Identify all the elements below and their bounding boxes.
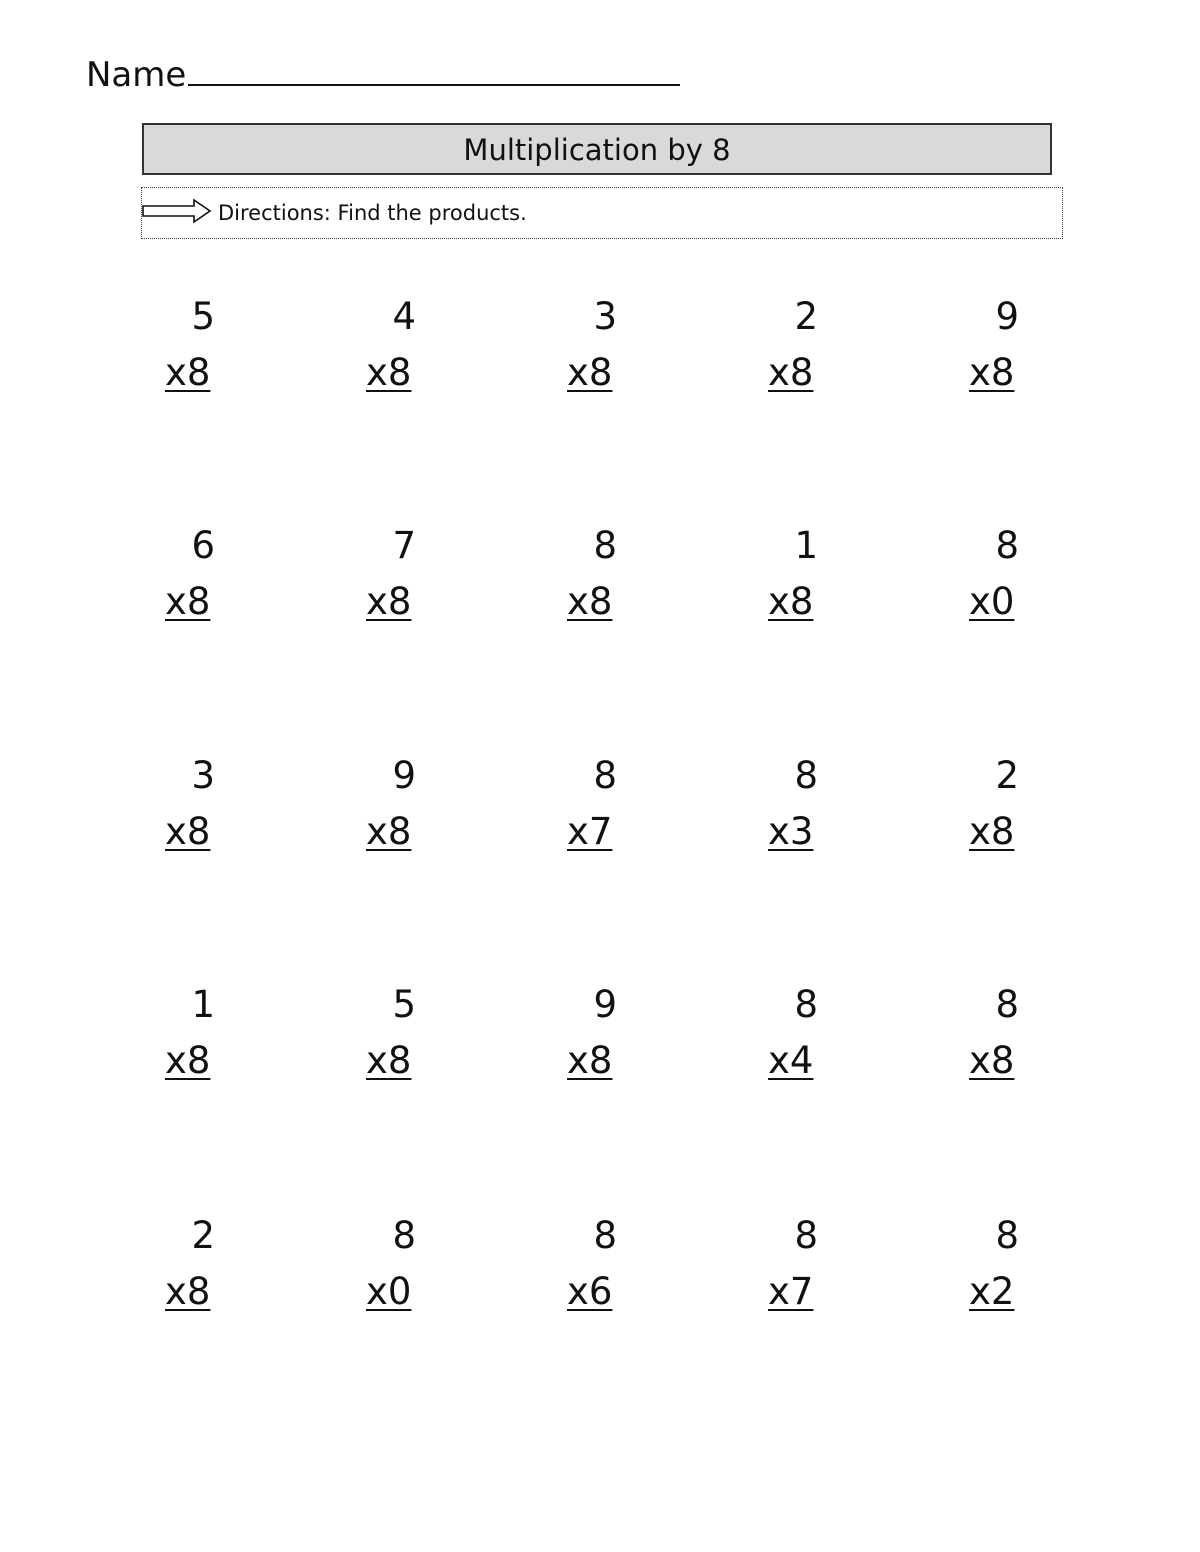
problem-factor-bottom: x2 [969, 1270, 1015, 1313]
problem-factor-bottom: x8 [165, 1270, 211, 1313]
problem-factor-bottom: x6 [567, 1270, 613, 1313]
problem-factor-top: 1 [794, 524, 818, 567]
problem-factor-bottom: x8 [567, 580, 613, 623]
problem-factor-top: 8 [794, 1214, 818, 1257]
problem-factor-top: 1 [191, 983, 215, 1026]
problem-factor-top: 8 [593, 754, 617, 797]
problem-factor-top: 3 [593, 295, 617, 338]
problem-factor-bottom: x8 [567, 1039, 613, 1082]
problem-factor-bottom: x8 [165, 810, 211, 853]
problem-factor-bottom: x8 [366, 580, 412, 623]
problem-factor-bottom: x8 [768, 580, 814, 623]
problem-factor-top: 3 [191, 754, 215, 797]
problem-factor-top: 9 [593, 983, 617, 1026]
problem-factor-bottom: x8 [969, 810, 1015, 853]
problem-factor-top: 2 [191, 1214, 215, 1257]
directions-text: Directions: Find the products. [218, 201, 527, 225]
problem-factor-top: 8 [995, 983, 1019, 1026]
problem-factor-top: 4 [392, 295, 416, 338]
name-label: Name [86, 55, 187, 95]
problem-factor-bottom: x0 [969, 580, 1015, 623]
problem-factor-top: 8 [392, 1214, 416, 1257]
right-arrow-icon [142, 198, 212, 224]
problem-factor-top: 8 [995, 524, 1019, 567]
problem-factor-top: 2 [794, 295, 818, 338]
problem-factor-top: 8 [995, 1214, 1019, 1257]
directions-box [141, 187, 1063, 239]
problem-factor-bottom: x0 [366, 1270, 412, 1313]
problem-factor-bottom: x8 [366, 351, 412, 394]
name-blank-line[interactable] [188, 48, 680, 86]
problem-factor-bottom: x4 [768, 1039, 814, 1082]
problem-factor-bottom: x7 [768, 1270, 814, 1313]
problem-factor-top: 8 [794, 983, 818, 1026]
problem-factor-bottom: x8 [165, 1039, 211, 1082]
problem-factor-top: 5 [392, 983, 416, 1026]
problem-factor-bottom: x8 [366, 1039, 412, 1082]
problem-factor-top: 8 [593, 524, 617, 567]
problem-factor-top: 5 [191, 295, 215, 338]
problem-factor-bottom: x8 [567, 351, 613, 394]
problem-factor-top: 9 [392, 754, 416, 797]
problem-factor-bottom: x7 [567, 810, 613, 853]
problem-factor-top: 9 [995, 295, 1019, 338]
problem-factor-bottom: x8 [165, 580, 211, 623]
problem-factor-bottom: x3 [768, 810, 814, 853]
problem-factor-top: 7 [392, 524, 416, 567]
problem-factor-bottom: x8 [969, 1039, 1015, 1082]
problem-factor-top: 2 [995, 754, 1019, 797]
problem-factor-bottom: x8 [165, 351, 211, 394]
problem-factor-top: 8 [593, 1214, 617, 1257]
name-field[interactable] [86, 48, 680, 98]
problem-factor-top: 8 [794, 754, 818, 797]
problem-factor-bottom: x8 [768, 351, 814, 394]
problem-factor-top: 6 [191, 524, 215, 567]
problem-factor-bottom: x8 [366, 810, 412, 853]
worksheet-title: Multiplication by 8 [142, 123, 1052, 175]
problem-factor-bottom: x8 [969, 351, 1015, 394]
